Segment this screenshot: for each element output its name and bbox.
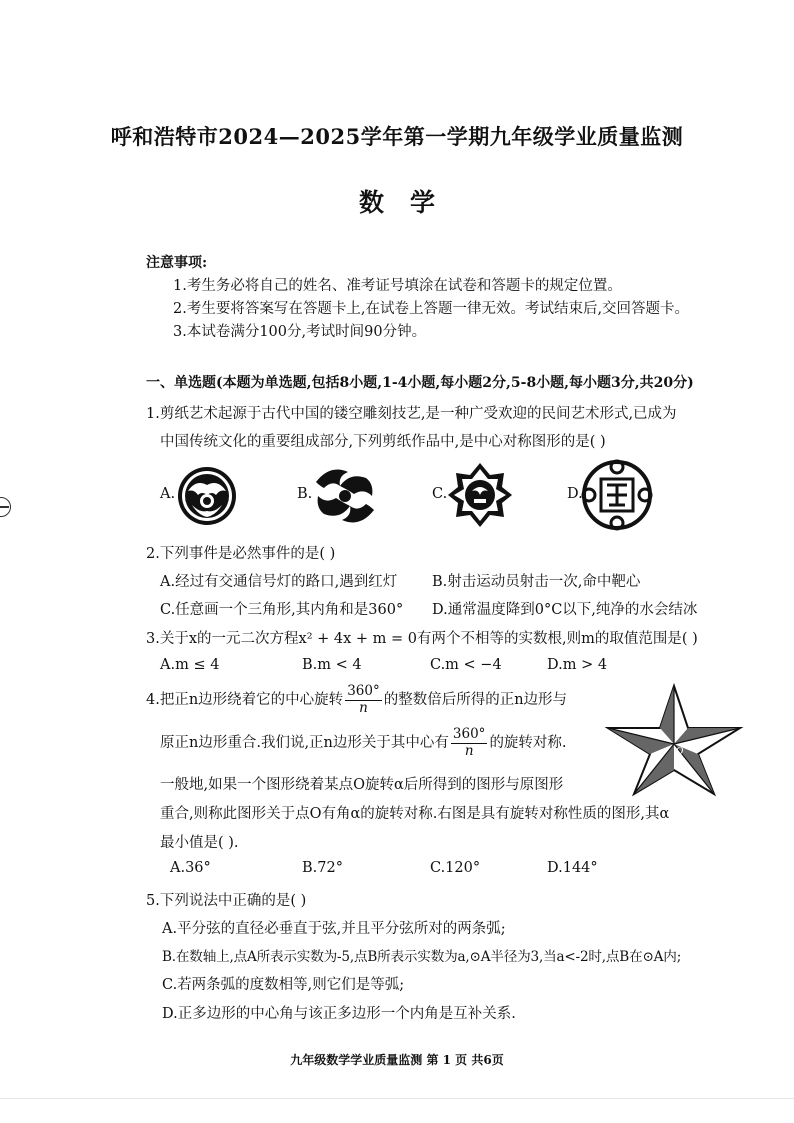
papercut-b-icon <box>310 462 380 530</box>
q4-fraction-2-denominator: n <box>464 742 474 759</box>
q4-fraction-1-numerator: 360° <box>347 683 380 699</box>
q4-option-d: D.144° <box>547 860 598 876</box>
q4-option-c: C.120° <box>430 860 481 876</box>
q4-option-b: B.72° <box>302 860 343 876</box>
q4-line-4: 重合,则称此图形关于点O有角α的旋转对称.右图是具有旋转对称性质的图形,其α <box>160 806 670 822</box>
q1-option-c-label: C. <box>432 486 448 502</box>
q5-option-c: C.若两条弧的度数相等,则它们是等弧; <box>162 977 405 993</box>
q2-option-c: C.任意画一个三角形,其内角和是360° <box>160 602 404 618</box>
papercut-d-icon <box>581 459 653 531</box>
section-heading: 一、单选题(本题为单选题,包括8小题,1-4小题,每小题2分,5-8小题,每小题3分,共20分) <box>146 375 694 391</box>
q2-option-d: D.通常温度降到0°C以下,纯净的水会结冰 <box>432 602 698 618</box>
q4-fraction-2-numerator: 360° <box>452 726 486 742</box>
q4-fraction-1-denominator: n <box>359 699 368 716</box>
q2-option-a: A.经过有交通信号灯的路口,遇到红灯 <box>160 574 398 590</box>
papercut-a-icon <box>176 465 238 527</box>
q4-line-3: 一般地,如果一个图形绕着某点O旋转α后所得到的图形与原图形 <box>160 777 564 793</box>
notice-heading: 注意事项: <box>146 255 208 271</box>
page-footer: 九年级数学学业质量监测 第 1 页 共6页 <box>290 1053 504 1067</box>
q3-option-b: B.m < 4 <box>302 657 362 673</box>
page-bottom-edge <box>0 1098 794 1099</box>
q1-line-1: 1.剪纸艺术起源于古代中国的镂空雕刻技艺,是一种广受欢迎的民间艺术形式,已成为 <box>146 406 677 422</box>
q1-option-d-label: D. <box>567 486 583 502</box>
binding-hole-line <box>0 506 9 508</box>
q4-line-2 <box>160 728 567 758</box>
q3-option-a: A.m ≤ 4 <box>160 657 220 673</box>
q3-option-d: D.m > 4 <box>547 657 608 673</box>
q4-line-2-part-b: 的旋转对称. <box>489 735 567 751</box>
q1-option-b-label: B. <box>297 486 313 502</box>
q4-fraction-1 <box>345 685 382 715</box>
five-point-star-figure <box>604 682 744 798</box>
q5-stem: 5.下列说法中正确的是( ) <box>146 893 307 909</box>
subject-title: 数学 <box>358 188 461 217</box>
exam-title: 呼和浩特市2024—2025学年第一学期九年级学业质量监测 <box>110 124 684 149</box>
q3-option-c: C.m < −4 <box>430 657 502 673</box>
q4-line-1-part-b: 的整数倍后所得的正n边形与 <box>383 692 568 708</box>
q4-line-2-part-a: 原正n边形重合.我们说,正n边形关于其中心有 <box>160 735 449 751</box>
q1-line-2: 中国传统文化的重要组成部分,下列剪纸作品中,是中心对称图形的是( ) <box>160 434 606 450</box>
q4-line-1 <box>146 685 567 715</box>
notice-item-3: 3.本试卷满分100分,考试时间90分钟。 <box>173 324 427 340</box>
star-center-label: O <box>676 746 684 757</box>
q2-stem: 2.下列事件是必然事件的是( ) <box>146 546 336 562</box>
q1-option-a-label: A. <box>160 486 176 502</box>
q5-option-a: A.平分弦的直径必垂直于弦,并且平分弦所对的两条弧; <box>162 921 506 937</box>
q4-option-a: A.36° <box>170 860 211 876</box>
papercut-c-icon <box>446 461 514 529</box>
q5-option-d: D.正多边形的中心角与该正多边形一个内角是互补关系. <box>162 1006 516 1022</box>
q5-option-b: B.在数轴上,点A所表示实数为-5,点B所表示实数为a,⊙A半径为3,当a<-2时,点B在⊙A内; <box>162 949 682 965</box>
q2-option-b: B.射击运动员射击一次,命中靶心 <box>432 574 641 590</box>
q3-stem: 3.关于x的一元二次方程x² + 4x + m = 0有两个不相等的实数根,则m的取值范围是( ) <box>146 631 698 647</box>
notice-item-1: 1.考生务必将自己的姓名、准考证号填涂在试卷和答题卡的规定位置。 <box>173 278 622 294</box>
q4-fraction-2 <box>451 728 488 758</box>
notice-item-2: 2.考生要将答案写在答题卡上,在试卷上答题一律无效。考试结束后,交回答题卡。 <box>173 301 690 317</box>
q4-line-1-part-a: 4.把正n边形绕着它的中心旋转 <box>146 692 344 708</box>
q4-line-5: 最小值是( ). <box>160 835 239 851</box>
